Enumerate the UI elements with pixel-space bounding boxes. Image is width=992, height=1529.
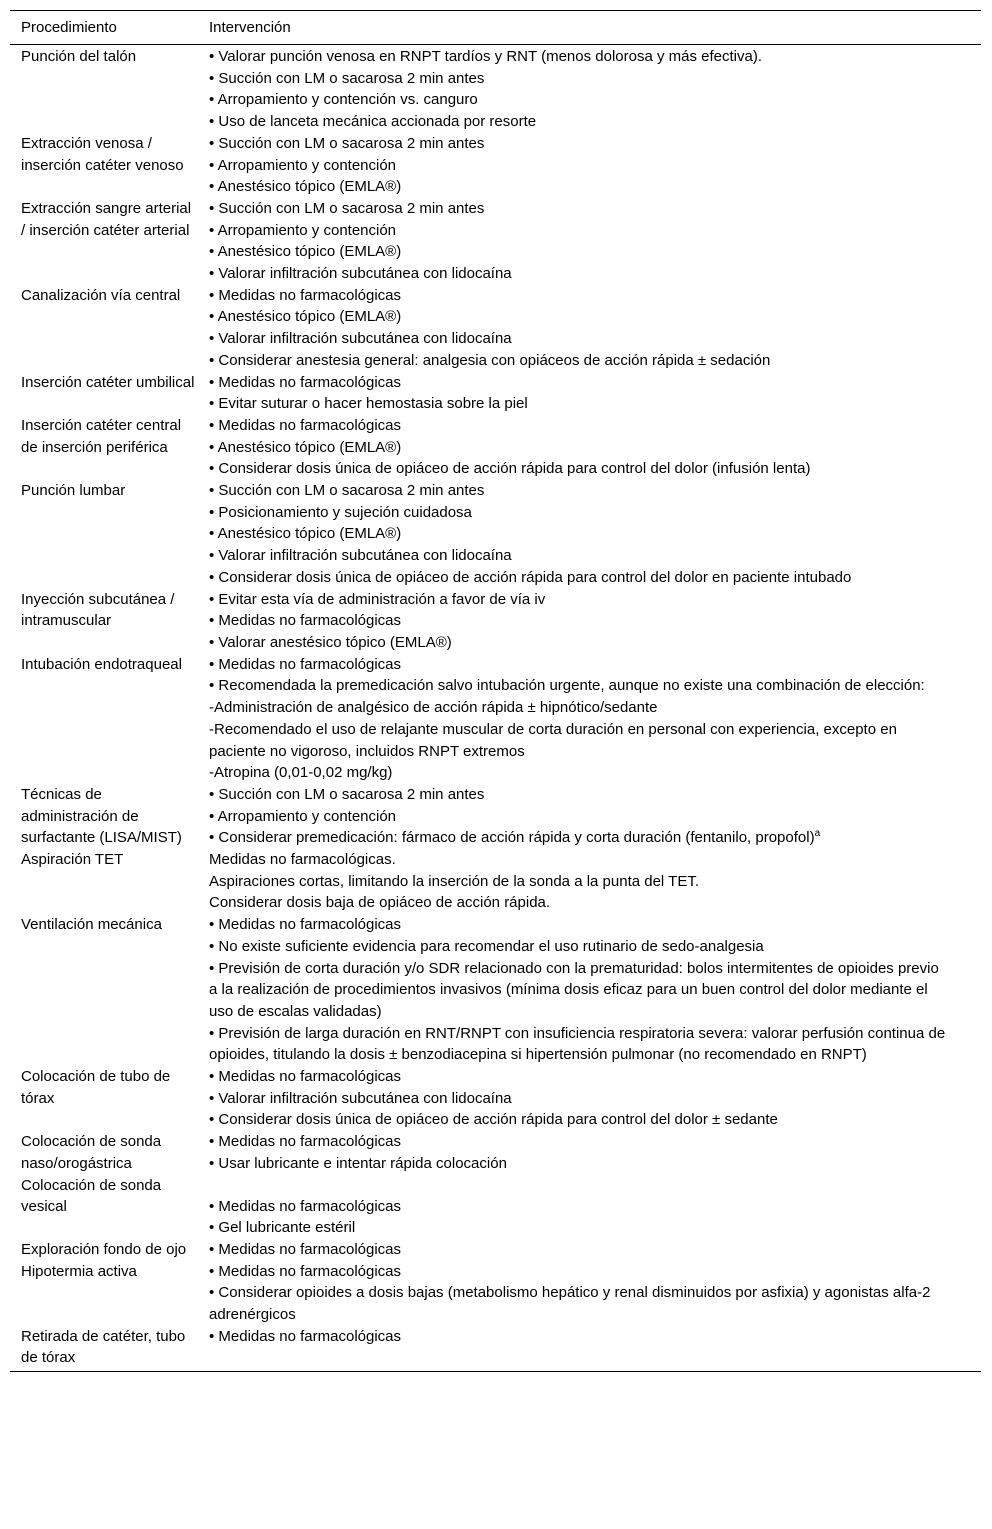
intervention-text: • Considerar opioides a dosis bajas (metabolismo hepático y renal disminuidos por asfixia) y agonistas alfa-2 adrenérgicos — [209, 1284, 931, 1324]
procedures-table-container — [10, 10, 981, 1372]
intervention-item — [209, 654, 951, 676]
table-body — [10, 45, 981, 1372]
procedure-cell: Retirada de catéter, tubo de tórax — [10, 1326, 198, 1372]
intervention-item — [209, 241, 951, 263]
intervention-text: • Considerar premedicación: fármaco de acción rápida y corta duración (fentanilo, propofol) — [209, 829, 815, 847]
intervention-text: • Anestésico tópico (EMLA®) — [209, 243, 402, 261]
intervention-item — [209, 155, 951, 177]
intervention-item — [209, 350, 951, 372]
intervention-text: • Arropamiento y contención — [209, 807, 397, 825]
intervention-text: • Posicionamiento y sujeción cuidadosa — [209, 503, 472, 521]
intervention-item — [209, 1066, 951, 1088]
intervention-cell — [198, 372, 981, 415]
table-row — [10, 1131, 981, 1174]
procedure-cell: Exploración fondo de ojo — [21, 1240, 187, 1258]
intervention-text: • Anestésico tópico (EMLA®) — [209, 178, 402, 196]
intervention-item — [209, 220, 951, 242]
intervention-item — [209, 306, 951, 328]
procedure-cell: Inserción catéter umbilical — [21, 373, 195, 391]
intervention-item — [209, 285, 951, 307]
procedure-cell: Punción del talón — [21, 48, 137, 65]
intervention-item — [209, 719, 951, 762]
intervention-text: • Medidas no farmacológicas — [209, 1327, 402, 1345]
table-row — [10, 1175, 981, 1239]
intervention-cell — [198, 45, 981, 133]
intervention-text: • Valorar infiltración subcutánea con lidocaína — [209, 547, 512, 565]
intervention-text: • Considerar dosis única de opiáceo de acción rápida para control del dolor en paciente intubado — [209, 568, 852, 586]
intervention-cell — [198, 849, 981, 914]
intervention-text: • Medidas no farmacológicas — [209, 1262, 402, 1280]
procedure-cell: Extracción sangre arterial / inserción catéter arterial — [21, 199, 192, 239]
intervention-item — [209, 632, 951, 654]
table-row — [10, 1261, 981, 1326]
intervention-text: • Valorar infiltración subcutánea con lidocaína — [209, 265, 512, 283]
intervention-text: • Anestésico tópico (EMLA®) — [209, 525, 402, 543]
intervention-item — [209, 762, 951, 784]
procedures-table — [10, 10, 981, 1372]
intervention-text: • No existe suficiente evidencia para recomendar el uso rutinario de sedo-analgesia — [209, 937, 764, 955]
intervention-item — [209, 437, 951, 459]
intervention-item — [209, 1326, 951, 1348]
intervention-text: • Valorar punción venosa en RNPT tardíos y RNT (menos dolorosa y más efectiva). — [209, 48, 762, 65]
procedure-cell: Inserción catéter central de inserción periférica — [21, 416, 182, 456]
intervention-text: • Medidas no farmacológicas — [209, 416, 402, 434]
intervention-cell — [198, 198, 981, 285]
intervention-item — [209, 198, 951, 220]
intervention-text: • Medidas no farmacológicas — [209, 1197, 402, 1215]
table-row — [10, 914, 981, 1066]
procedure-cell: Aspiración TET — [21, 851, 124, 869]
table-row — [10, 1239, 981, 1261]
intervention-item — [209, 1023, 951, 1066]
procedure-cell: Extracción venosa / inserción catéter venoso — [21, 134, 184, 174]
intervention-text: • Considerar dosis única de opiáceo de acción rápida para control del dolor ± sedante — [209, 1111, 778, 1129]
intervention-text: • Medidas no farmacológicas — [209, 655, 402, 673]
intervention-text: • Valorar infiltración subcutánea con lidocaína — [209, 1089, 512, 1107]
intervention-text: • Valorar anestésico tópico (EMLA®) — [209, 633, 452, 651]
intervention-text: • Valorar infiltración subcutánea con lidocaína — [209, 330, 512, 348]
procedure-cell: Intubación endotraqueal — [21, 655, 182, 673]
intervention-cell — [198, 1131, 981, 1174]
intervention-cell — [198, 1066, 981, 1131]
intervention-cell — [198, 1175, 981, 1239]
intervention-item — [209, 871, 951, 893]
intervention-item — [209, 89, 951, 111]
intervention-text: • Medidas no farmacológicas — [209, 1133, 402, 1151]
procedure-cell: Técnicas de administración de surfactante (LISA/MIST) — [21, 785, 182, 847]
intervention-text: • Considerar anestesia general: analgesia con opiáceos de acción rápida ± sedación — [209, 351, 771, 369]
intervention-text: -Recomendado el uso de relajante muscular de corta duración en personal con experiencia, excepto en paciente no vigoroso, incluidos RNPT extremos — [209, 720, 897, 760]
intervention-item — [209, 610, 951, 632]
intervention-item — [209, 263, 951, 285]
intervention-item — [209, 936, 951, 958]
table-row — [10, 849, 981, 914]
intervention-text: • Anestésico tópico (EMLA®) — [209, 438, 402, 456]
header-intervention: Intervención — [198, 11, 981, 45]
intervention-text: • Recomendada la premedicación salvo intubación urgente, aunque no existe una combinación de elección: — [209, 677, 925, 695]
procedure-cell: Ventilación mecánica — [21, 916, 162, 934]
table-row — [10, 45, 981, 133]
intervention-cell — [198, 415, 981, 480]
intervention-text: • Medidas no farmacológicas — [209, 612, 402, 630]
intervention-item — [209, 372, 951, 394]
intervention-item — [209, 1109, 951, 1131]
intervention-cell — [198, 1261, 981, 1326]
intervention-cell — [198, 914, 981, 1066]
intervention-item — [209, 567, 951, 589]
intervention-text: • Medidas no farmacológicas — [209, 286, 402, 304]
header-row — [10, 11, 981, 45]
intervention-item — [209, 480, 951, 502]
table-row — [10, 1066, 981, 1131]
intervention-item — [209, 1217, 951, 1239]
intervention-item — [209, 133, 951, 155]
table-row — [10, 198, 981, 285]
intervention-item — [209, 784, 951, 806]
intervention-text: • Medidas no farmacológicas — [209, 916, 402, 934]
header-procedure: Procedimiento — [10, 11, 198, 45]
spacer — [209, 1175, 951, 1196]
procedure-cell: Colocación de sonda naso/orogástrica — [21, 1133, 162, 1172]
intervention-text: Considerar dosis baja de opiáceo de acción rápida. — [209, 894, 551, 912]
table-row — [10, 589, 981, 654]
intervention-cell — [198, 784, 981, 849]
table-row — [10, 784, 981, 849]
intervention-text: • Medidas no farmacológicas — [209, 1068, 402, 1086]
intervention-text: • Previsión de corta duración y/o SDR relacionado con la prematuridad: bolos intermitentes de opioides previo a la realización de procedimientos invasivos (mínima dosis eficaz para un buen control del dolor mediante el uso de escalas validadas) — [209, 959, 939, 1020]
intervention-text: Aspiraciones cortas, limitando la inserción de la sonda a la punta del TET. — [209, 872, 699, 890]
procedure-cell: Inyección subcutánea / intramuscular — [21, 590, 175, 630]
intervention-item — [209, 68, 951, 90]
intervention-text: • Previsión de larga duración en RNT/RNPT con insuficiencia respiratoria severa: valorar perfusión continua de opioides, titulando la dosis ± benzodiacepina si hipertensión pulmonar (no recomendado en RNPT) — [209, 1024, 946, 1064]
intervention-item — [209, 111, 951, 133]
intervention-item — [209, 892, 951, 914]
intervention-item — [209, 415, 951, 437]
table-row — [10, 415, 981, 480]
intervention-text: • Succión con LM o sacarosa 2 min antes — [209, 199, 485, 217]
intervention-cell — [198, 589, 981, 654]
intervention-item — [209, 1261, 951, 1283]
intervention-text: • Succión con LM o sacarosa 2 min antes — [209, 482, 485, 500]
table-row — [10, 372, 981, 415]
procedure-cell: Hipotermia activa — [21, 1262, 137, 1280]
intervention-text: • Arropamiento y contención — [209, 221, 397, 239]
intervention-item — [209, 1196, 951, 1218]
intervention-text: • Uso de lanceta mecánica accionada por resorte — [209, 113, 537, 131]
intervention-item — [209, 176, 951, 198]
procedure-cell: Canalización vía central — [21, 286, 181, 304]
procedure-cell: Colocación de tubo de tórax — [21, 1068, 171, 1107]
intervention-cell — [198, 654, 981, 784]
intervention-item — [209, 328, 951, 350]
procedure-cell: Punción lumbar — [21, 482, 126, 500]
table-row — [10, 480, 981, 589]
intervention-text: • Succión con LM o sacarosa 2 min antes — [209, 785, 485, 803]
intervention-item — [209, 675, 951, 697]
intervention-item — [209, 523, 951, 545]
intervention-text: • Gel lubricante estéril — [209, 1219, 356, 1237]
intervention-text: • Evitar suturar o hacer hemostasia sobre la piel — [209, 395, 528, 413]
intervention-text: • Arropamiento y contención vs. canguro — [209, 91, 478, 109]
intervention-cell — [198, 285, 981, 372]
intervention-text: -Atropina (0,01-0,02 mg/kg) — [209, 764, 393, 782]
table-row — [10, 285, 981, 372]
table-row — [10, 1326, 981, 1372]
intervention-item — [209, 849, 951, 871]
intervention-item — [209, 827, 951, 849]
intervention-text: • Evitar esta vía de administración a favor de vía iv — [209, 590, 546, 608]
intervention-text: Medidas no farmacológicas. — [209, 851, 396, 869]
intervention-item — [209, 589, 951, 611]
intervention-item — [209, 393, 951, 415]
table-header — [10, 11, 981, 45]
table-row — [10, 133, 981, 198]
footnote-marker: a — [814, 828, 821, 840]
intervention-text: • Succión con LM o sacarosa 2 min antes — [209, 69, 485, 87]
intervention-item — [209, 545, 951, 567]
intervention-item — [209, 502, 951, 524]
intervention-item — [209, 1131, 951, 1153]
intervention-item — [209, 1088, 951, 1110]
procedure-cell: Colocación de sonda vesical — [21, 1176, 162, 1216]
intervention-cell — [198, 480, 981, 589]
intervention-text: • Succión con LM o sacarosa 2 min antes — [209, 134, 485, 152]
table-row — [10, 654, 981, 784]
intervention-item — [209, 1239, 951, 1261]
intervention-cell — [198, 133, 981, 198]
intervention-item — [209, 1282, 951, 1325]
intervention-text: • Anestésico tópico (EMLA®) — [209, 308, 402, 326]
intervention-item — [209, 458, 951, 480]
intervention-text: • Medidas no farmacológicas — [209, 373, 402, 391]
intervention-item — [209, 806, 951, 828]
intervention-text: • Usar lubricante e intentar rápida colocación — [209, 1154, 507, 1172]
intervention-cell — [198, 1326, 981, 1372]
intervention-item — [209, 46, 951, 68]
intervention-text: • Considerar dosis única de opiáceo de acción rápida para control del dolor (infusión lenta) — [209, 460, 811, 478]
intervention-item — [209, 697, 951, 719]
intervention-cell — [198, 1239, 981, 1261]
intervention-text: • Medidas no farmacológicas — [209, 1240, 402, 1258]
intervention-item — [209, 958, 951, 1023]
intervention-text: • Arropamiento y contención — [209, 156, 397, 174]
intervention-text: -Administración de analgésico de acción rápida ± hipnótico/sedante — [209, 699, 658, 717]
intervention-item — [209, 1153, 951, 1175]
intervention-item — [209, 914, 951, 936]
